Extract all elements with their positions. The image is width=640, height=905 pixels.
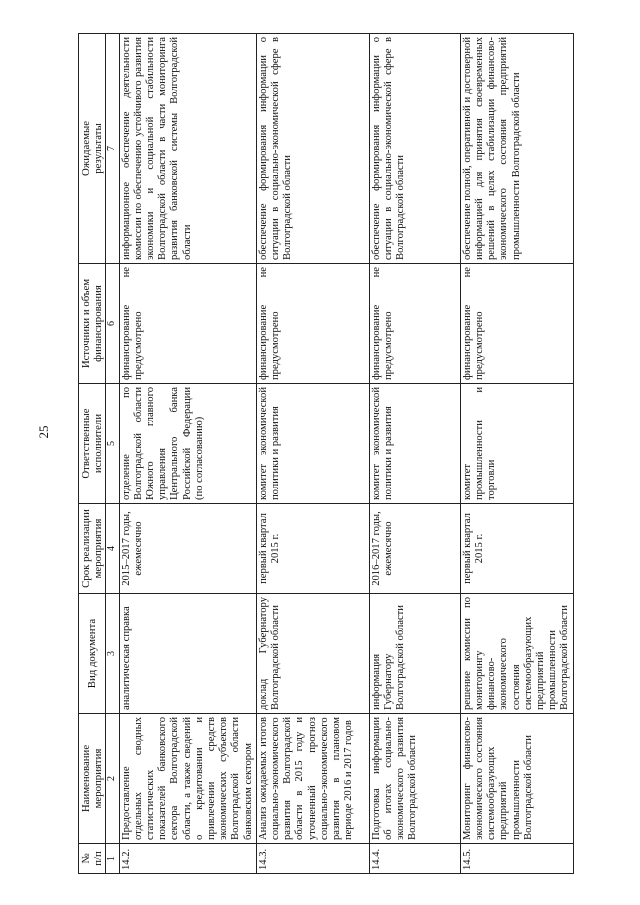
row-term: первый квартал 2015 г. (256, 504, 369, 594)
page-number: 25 (36, 425, 51, 439)
row-term: 2015–2017 годы, ежемесячно (119, 504, 256, 594)
col-number: 6 (106, 264, 119, 384)
header-result: Ожидаемые результаты (79, 34, 106, 264)
col-number: 3 (106, 594, 119, 714)
header-term: Срок реализации мероприятия (79, 504, 106, 594)
row-exec: комитет экономической политики и развития (256, 384, 369, 504)
header-num: № п/п (79, 844, 106, 874)
row-result: информационное обеспечение деятельности комиссии по обеспечению устойчивого развития экономики и социальной стабильности Волгоградской области в части мониторинга развития банковской системы Волгоградской области (119, 34, 256, 264)
row-exec: комитет промышленности и торговли (460, 384, 573, 504)
header-exec: Ответственные исполнители (79, 384, 106, 504)
measures-table (78, 33, 574, 874)
row-name: Предоставление отдельных сводных статистических показателей банковского сектора Волгоградской области, а также сведений о кредитовании и привлечении средств экономических субъектов Волгоградской области банковским сектором (119, 714, 256, 844)
rotated-table-sheet (78, 34, 598, 874)
row-num: 14.2. (119, 844, 256, 874)
row-num: 14.3. (256, 844, 369, 874)
header-finance: Источники и объем финансирования (79, 264, 106, 384)
row-result: обеспечение полной, оперативной и достоверной информацией для принятия своевременных решений в целях стабилизации финансово-экономического состояния предприятий промышленности Волгоградской области (460, 34, 573, 264)
row-term: первый квартал 2015 г. (460, 504, 573, 594)
header-name: Наименование мероприятия (79, 714, 106, 844)
row-doc: информация Губернатору Волгоградской области (369, 594, 460, 714)
col-number: 2 (106, 714, 119, 844)
row-exec: комитет экономической политики и развития (369, 384, 460, 504)
table-row (256, 34, 369, 874)
col-number: 7 (106, 34, 119, 264)
row-name: Мониторинг финансово-экономического состояния системообразующих предприятий промышленности Волгоградской области (460, 714, 573, 844)
table-row (369, 34, 460, 874)
row-name: Подготовка информации об итогах социально-экономического развития Волгоградской области (369, 714, 460, 844)
row-exec: отделение по Волгоградской области Южного главного управления Центрального банка Российской Федерации (по согласованию) (119, 384, 256, 504)
row-doc: аналитическая справка (119, 594, 256, 714)
row-num: 14.5. (460, 844, 573, 874)
row-doc: решение комиссии по мониторингу финансово-экономического состояния системообразующих предприятий промышленности Волгоградской области (460, 594, 573, 714)
row-finance: финансирование не предусмотрено (256, 264, 369, 384)
header-row (79, 34, 106, 874)
row-finance: финансирование не предусмотрено (369, 264, 460, 384)
row-result: обеспечение формирования информации о ситуации в социально-экономической сфере в Волгоградской области (369, 34, 460, 264)
col-number: 5 (106, 384, 119, 504)
table-row (119, 34, 256, 874)
col-number: 1 (106, 844, 119, 874)
row-finance: финансирование не предусмотрено (460, 264, 573, 384)
row-name: Анализ ожидаемых итогов социально-экономического развития Волгоградской области в 2015 году и уточненный прогноз социально-экономического развития в плановом периоде 2016 и 2017 годов (256, 714, 369, 844)
row-doc: доклад Губернатору Волгоградской области (256, 594, 369, 714)
row-num: 14.4. (369, 844, 460, 874)
table-row (460, 34, 573, 874)
header-doc: Вид документа (79, 594, 106, 714)
col-number: 4 (106, 504, 119, 594)
column-number-row (106, 34, 119, 874)
row-term: 2016–2017 годы, ежемесячно (369, 504, 460, 594)
row-result: обеспечение формирования информации о ситуации в социально-экономической сфере в Волгоградской области (256, 34, 369, 264)
row-finance: финансирование не предусмотрено (119, 264, 256, 384)
